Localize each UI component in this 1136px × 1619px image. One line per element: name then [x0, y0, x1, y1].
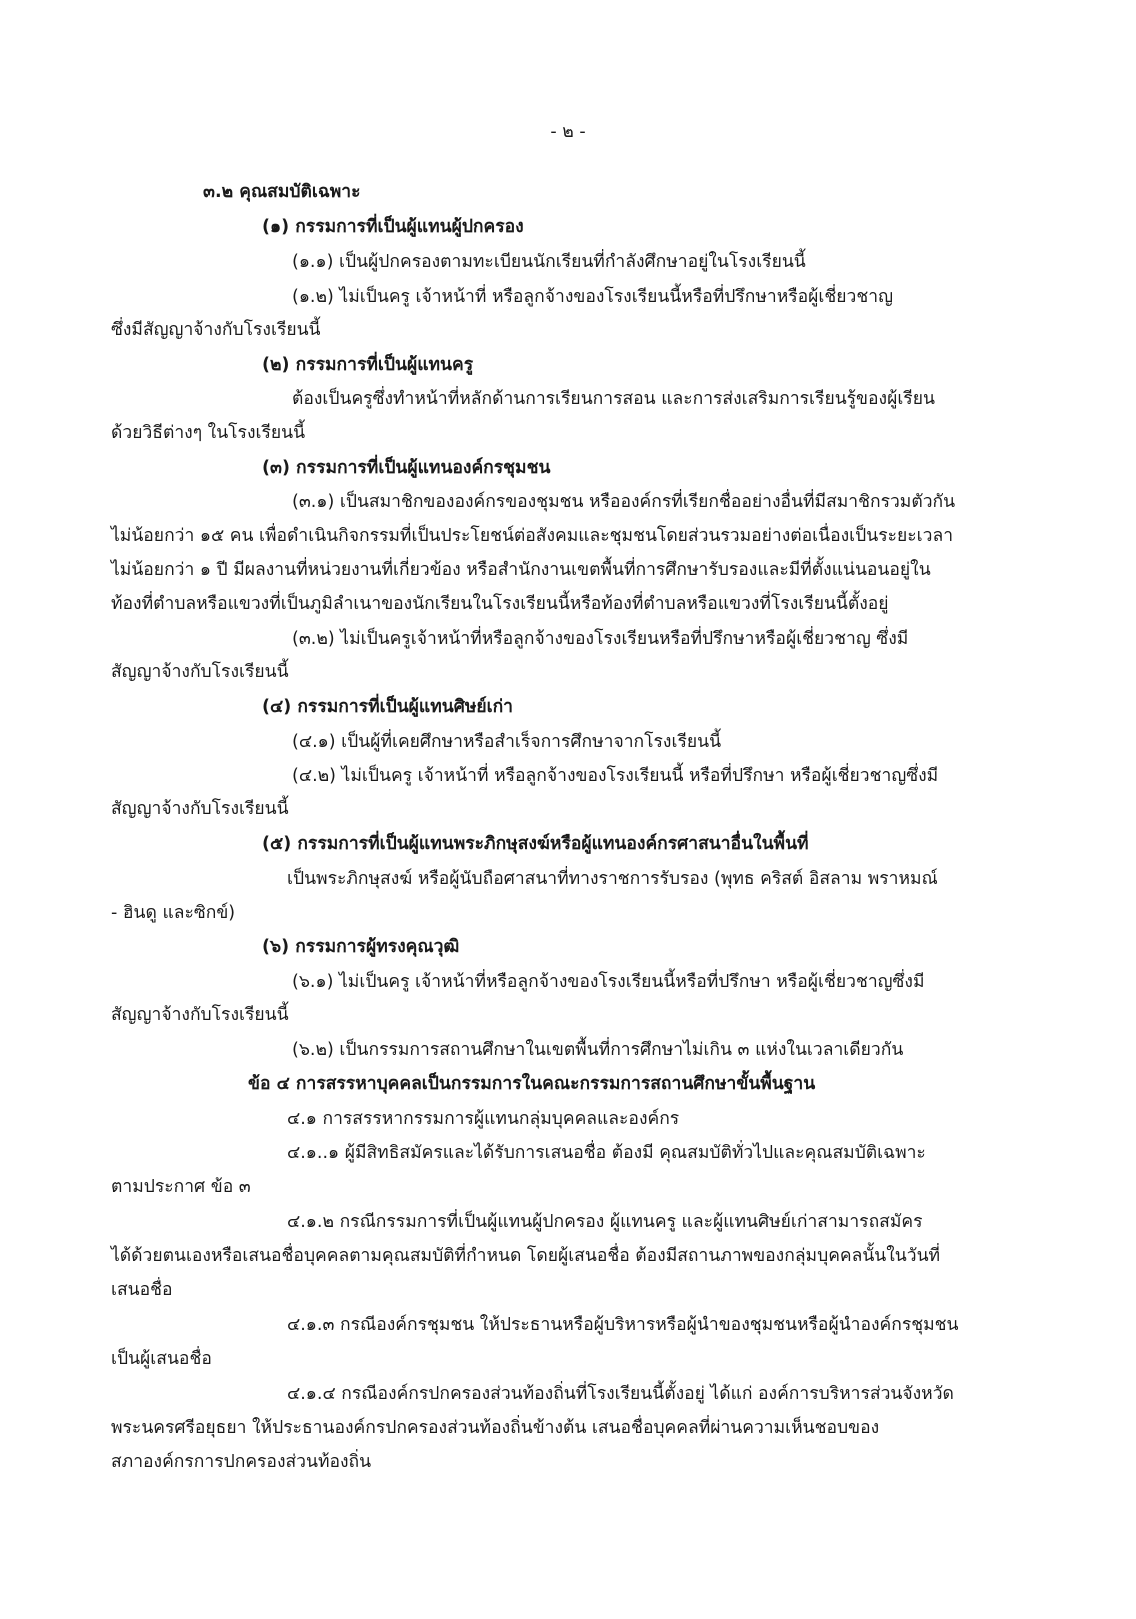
paragraph-6-1-line-1: (๖.๑) ไม่เป็นครู เจ้าหน้าที่หรือลูกจ้างของโรงเรียนนี้หรือที่ปรึกษา หรือผู้เชี่ยวชาญซึ่งมี — [292, 972, 925, 992]
paragraph-4-1-1-line-1: ๔.๑..๑ ผู้มีสิทธิสมัครและได้รับการเสนอชื่อ ต้องมี คุณสมบัติทั่วไปและคุณสมบัติเฉพาะ — [287, 1143, 926, 1163]
page-number: - ๒ - — [550, 122, 586, 142]
paragraph-4-1-3-line-1: ๔.๑.๓ กรณีองค์กรชุมชน ให้ประธานหรือผู้บริหารหรือผู้นำของชุมชนหรือผู้นำองค์กรชุมชน — [287, 1315, 959, 1335]
paragraph-4-1: (๔.๑) เป็นผู้ที่เคยศึกษาหรือสำเร็จการศึกษาจากโรงเรียนนี้ — [292, 732, 722, 752]
paragraph-4-1-2-line-2: ได้ด้วยตนเองหรือเสนอชื่อบุคคลตามคุณสมบัติที่กำหนด โดยผู้เสนอชื่อ ต้องมีสถานภาพของกลุ่มบุคคลนั้นในวันที่ — [111, 1246, 941, 1266]
paragraph-3-2-line-1: (๓.๒) ไม่เป็นครูเจ้าหน้าที่หรือลูกจ้างของโรงเรียนหรือที่ปรึกษาหรือผู้เชี่ยวชาญ ซึ่งมี — [292, 629, 909, 649]
paragraph-4-1-1-line-2: ตามประกาศ ข้อ ๓ — [111, 1177, 251, 1197]
paragraph-4-1-2-line-1: ๔.๑.๒ กรณีกรรมการที่เป็นผู้แทนผู้ปกครอง ผู้แทนครู และผู้แทนศิษย์เก่าสามารถสมัคร — [287, 1212, 923, 1232]
paragraph-2-line-2: ด้วยวิธีต่างๆ ในโรงเรียนนี้ — [111, 423, 306, 443]
paragraph-3-2-line-2: สัญญาจ้างกับโรงเรียนนี้ — [111, 662, 289, 682]
section-4-heading: ข้อ ๔ การสรรหาบุคคลเป็นกรรมการในคณะกรรมการสถานศึกษาขั้นพื้นฐาน — [248, 1074, 816, 1094]
paragraph-5-line-1: เป็นพระภิกษุสงฆ์ หรือผู้นับถือศาสนาที่ทางราชการรับรอง (พุทธ คริสต์ อิสลาม พราหมณ์ — [287, 869, 938, 889]
paragraph-6-1-line-2: สัญญาจ้างกับโรงเรียนนี้ — [111, 1005, 289, 1025]
committee-6-title: (๖) กรรมการผู้ทรงคุณวุฒิ — [262, 937, 460, 957]
paragraph-4-1-2-line-3: เสนอชื่อ — [111, 1280, 173, 1300]
paragraph-6-2: (๖.๒) เป็นกรรมการสถานศึกษาในเขตพื้นที่การศึกษาไม่เกิน ๓ แห่งในเวลาเดียวกัน — [292, 1040, 904, 1060]
paragraph-3-1-line-4: ท้องที่ตำบลหรือแขวงที่เป็นภูมิลำเนาของนักเรียนในโรงเรียนนี้หรือท้องที่ตำบลหรือแขวงที่โรงเรียนนี้ตั้งอยู่ — [111, 594, 889, 614]
paragraph-4-2-line-2: สัญญาจ้างกับโรงเรียนนี้ — [111, 799, 289, 819]
paragraph-4-1-4-line-1: ๔.๑.๔ กรณีองค์กรปกครองส่วนท้องถิ่นที่โรงเรียนนี้ตั้งอยู่ ได้แก่ องค์การบริหารส่วนจังหวัด — [287, 1384, 954, 1404]
paragraph-2-line-1: ต้องเป็นครูซึ่งทำหน้าที่หลักด้านการเรียนการสอน และการส่งเสริมการเรียนรู้ของผู้เรียน — [292, 389, 935, 409]
committee-5-title: (๕) กรรมการที่เป็นผู้แทนพระภิกษุสงฆ์หรือผู้แทนองค์กรศาสนาอื่นในพื้นที่ — [262, 834, 809, 854]
paragraph-3-1-line-2: ไม่น้อยกว่า ๑๕ คน เพื่อดำเนินกิจกรรมที่เป็นประโยชน์ต่อสังคมและชุมชนโดยส่วนรวมอย่างต่อเนื่องเป็นระยะเวลา — [111, 526, 954, 546]
paragraph-3-1-line-3: ไม่น้อยกว่า ๑ ปี มีผลงานที่หน่วยงานที่เกี่ยวข้อง หรือสำนักงานเขตพื้นที่การศึกษารับรองและมีที่ตั้งแน่นอนอยู่ใน — [111, 560, 931, 580]
committee-1-title: (๑) กรรมการที่เป็นผู้แทนผู้ปกครอง — [262, 217, 524, 237]
section-3-2-heading: ๓.๒ คุณสมบัติเฉพาะ — [203, 182, 361, 202]
paragraph-4-1-4-line-3: สภาองค์กรการปกครองส่วนท้องถิ่น — [111, 1452, 372, 1472]
committee-4-title: (๔) กรรมการที่เป็นผู้แทนศิษย์เก่า — [262, 697, 514, 717]
committee-2-title: (๒) กรรมการที่เป็นผู้แทนครู — [262, 355, 474, 375]
paragraph-3-1-line-1: (๓.๑) เป็นสมาชิกขององค์กรของชุมชน หรือองค์กรที่เรียกชื่ออย่างอื่นที่มีสมาชิกรวมตัวกัน — [292, 492, 956, 512]
paragraph-1-1: (๑.๑) เป็นผู้ปกครองตามทะเบียนนักเรียนที่กำลังศึกษาอยู่ในโรงเรียนนี้ — [292, 252, 806, 272]
paragraph-4-1-4-line-2: พระนครศรีอยุธยา ให้ประธานองค์กรปกครองส่วนท้องถิ่นข้างต้น เสนอชื่อบุคคลที่ผ่านความเห็นชอบของ — [111, 1418, 880, 1438]
paragraph-1-2-line-2: ซึ่งมีสัญญาจ้างกับโรงเรียนนี้ — [111, 320, 321, 340]
paragraph-5-line-2: - ฮินดู และซิกข์) — [111, 903, 236, 923]
committee-3-title: (๓) กรรมการที่เป็นผู้แทนองค์กรชุมชน — [262, 458, 551, 478]
paragraph-4-2-line-1: (๔.๒) ไม่เป็นครู เจ้าหน้าที่ หรือลูกจ้างของโรงเรียนนี้ หรือที่ปรึกษา หรือผู้เชี่ยวชาญซึ่งมี — [292, 766, 939, 786]
paragraph-4-1-3-line-2: เป็นผู้เสนอชื่อ — [111, 1349, 212, 1369]
paragraph-1-2-line-1: (๑.๒) ไม่เป็นครู เจ้าหน้าที่ หรือลูกจ้างของโรงเรียนนี้หรือที่ปรึกษาหรือผู้เชี่ยวชาญ — [292, 287, 893, 307]
paragraph-4-1-title: ๔.๑ การสรรหากรรมการผู้แทนกลุ่มบุคคลและองค์กร — [287, 1109, 680, 1129]
